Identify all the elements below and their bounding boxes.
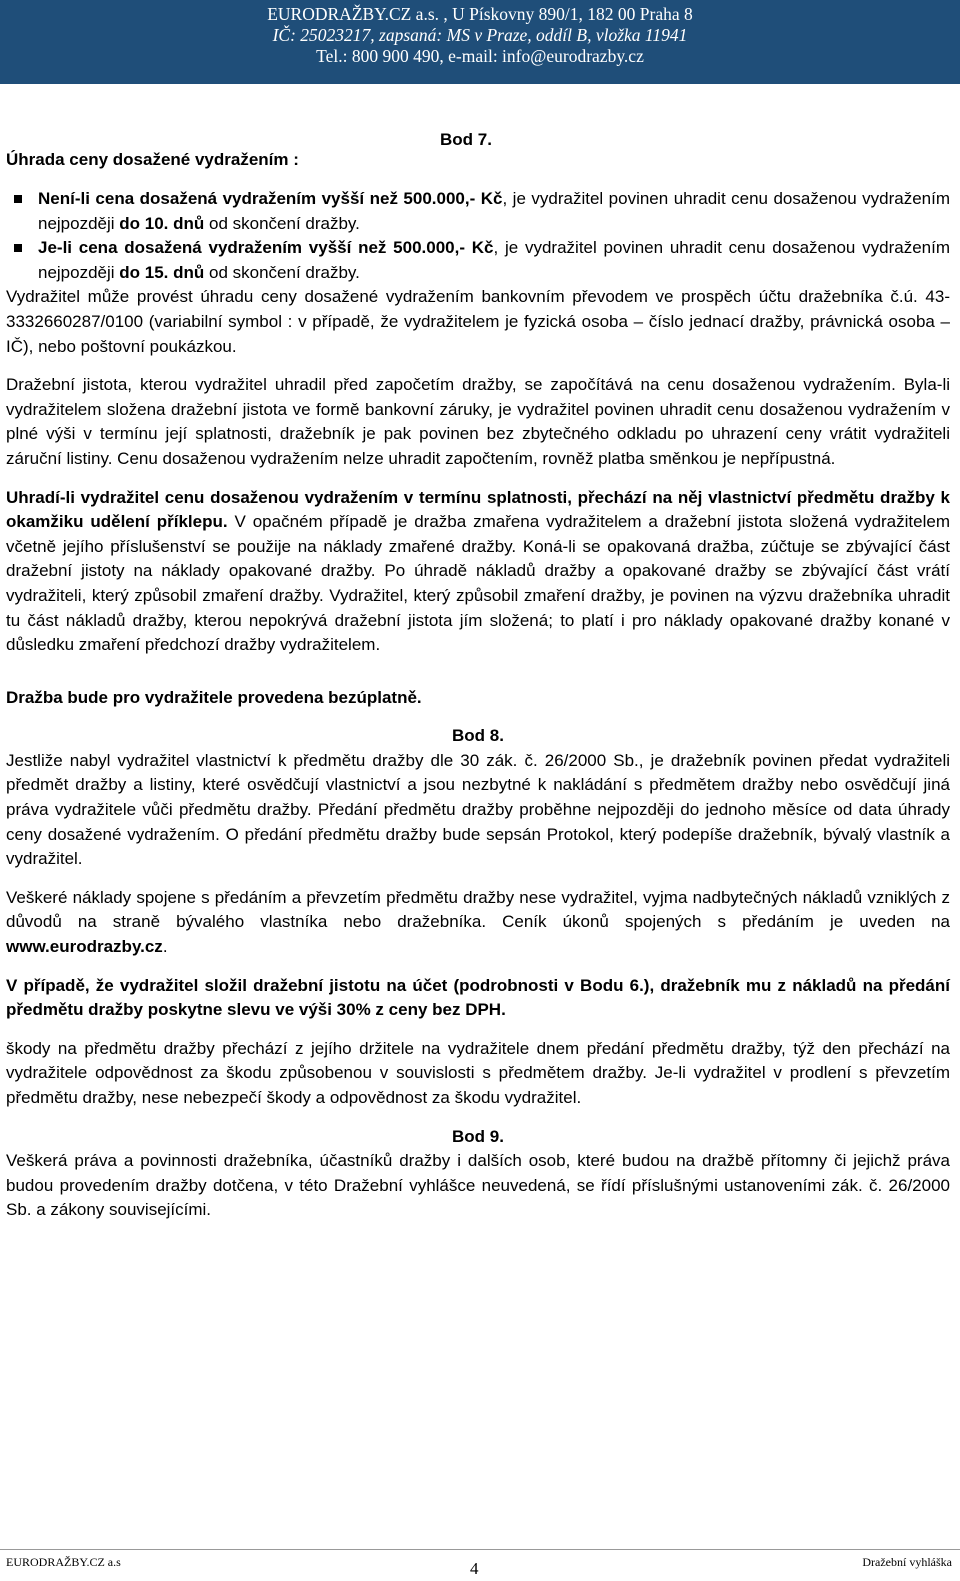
footer-company: EURODRAŽBY.CZ a.s (6, 1555, 121, 1569)
discount-text: V případě, že vydražitel složil dražební jistotu na účet (podrobnosti v Bodu 6.), dražebník mu z nákladů na předání předmětu dražby poskytne slevu ve výši 30% z ceny bez DPH. (6, 975, 950, 1020)
ownership-rest: V opačném případě je dražba zmařena vydražitelem a dražební jistota složená vydražitelem včetně jejího příslušenství se použije na náklady zmařené dražby. Koná-li se opakovaná dražba, zúčtuje se zbývající část dražební jistoty na náklady opakované dražby. Po úhradě nákladů dražby a opakované dražby se zbývající část vrátí vydražiteli, který způsobil zmaření dražby. Vydražitel, který způsobil zmaření dražby, je povinen na výzvu dražebníka uhradit tu část nákladů dražby, kterou nepokrývá dražební jistota jím složená; to platí i pro náklady opakované dražby konané v důsledku zmaření předchozí dražby vydražitelem. (6, 512, 950, 655)
paragraph-discount (6, 974, 950, 1023)
bod-7-heading: Bod 7. (440, 130, 492, 149)
letterhead-contact: Tel.: 800 900 490, e-mail: info@eurodrazby.cz (316, 46, 644, 66)
paragraph-costs (6, 886, 950, 960)
paragraph-rights: Veškerá práva a povinnosti dražebníka, účastníků dražby i dalších osob, které budou na dražbě přítomny či jejichž práva budou provedením dražby dotčena, v této Dražební vyhlášce neuvedená, se řídí příslušnými ustanoveními zák. č. 26/2000 Sb. a zákony souvisejícími. (6, 1151, 950, 1220)
list-item (6, 236, 950, 285)
website-link[interactable]: www.eurodrazby.cz (6, 937, 163, 957)
bullet-text-end: od skončení dražby. (204, 262, 360, 282)
bullet-text-end: od skončení dražby. (204, 213, 360, 233)
letterhead-address: EURODRAŽBY.CZ a.s. , U Pískovny 890/1, 182 00 Praha 8 (267, 4, 693, 24)
paragraph-handover: Jestliže nabyl vydražitel vlastnictví k předmětu dražby dle 30 zák. č. 26/2000 Sb., je dražebník povinen předat vydražiteli předmět dražby a listiny, které osvědčují vlastnictví a jsou nezbytné k nakládání s předmětem dražby nebo osvědčují jiná práva vydražitele vůči předmětu dražby. Předání předmětu dražby proběhne nejpozději do jednoho měsíce od data úhrady ceny dosažené vydražením. O předání předmětu dražby bude sepsán Protokol, který podepíše dražebník, bývalý vlastník a vydražitel. (6, 750, 950, 869)
square-bullet-icon (14, 195, 22, 203)
bullet-text-bold: Je-li cena dosažená vydražením vyšší než 500.000,- Kč (38, 238, 494, 258)
paragraph-bank-transfer: Vydražitel může provést úhradu ceny dosažené vydražením bankovním převodem ve prospěch účtu dražebníka č.ú. 43-3332660287/0100 (variabilní symbol : v případě, že vydražitelem je fyzická osoba – číslo jednací dražby, právnická osoba – IČ), nebo poštovní poukázkou. (6, 287, 950, 356)
free-of-charge-text: Dražba bude pro vydražitele provedena bezúplatně. (6, 687, 422, 707)
bod-9-heading: Bod 9. (452, 1126, 504, 1146)
paragraph-free-of-charge (6, 686, 950, 711)
bullet-deadline: do 15. dnů (119, 262, 205, 282)
payment-terms-list (6, 187, 950, 285)
page-number: 4 (470, 1559, 479, 1578)
bullet-text: , je vydražitel povinen uhradit cenu dosaženou vydražením nejpozději (38, 238, 950, 282)
bod-8-heading: Bod 8. (452, 726, 504, 746)
paragraph-damage: škody na předmětu dražby přechází z jejího držitele na vydražitele dnem předání předmětu dražby, týž den přechází na vydražitele odpovědnost za škodu způsobenou v souvislosti s předmětem dražby. Je-li vydražitel v prodlení s převzetím předmětu dražby, nese nebezpečí škody a odpovědnost za škodu vydražitel. (6, 1038, 950, 1107)
paragraph-deposit: Dražební jistota, kterou vydražitel uhradil před započetím dražby, se započítává na cenu dosaženou vydražením. Byla-li vydražitelem složena dražební jistota ve formě bankovní záruky, je vydražitel povinen uhradit cenu dosaženou vydražením v plné výši v termínu její splatnosti, dražebník je pak povinen bez zbytečného odkladu po uhrazení ceny vrátit vydražiteli záruční listiny. Cenu dosaženou vydražením nelze uhradit započtením, rovněž platba směnkou je nepřípustná. (6, 375, 950, 468)
letterhead-registration: IČ: 25023217, zapsaná: MS v Praze, oddíl B, vložka 11941 (272, 25, 688, 45)
page-footer (0, 1553, 960, 1581)
square-bullet-icon (14, 244, 22, 252)
paragraph-ownership (6, 486, 950, 658)
bullet-text: , je vydražitel povinen uhradit cenu dosaženou vydražením nejpozději (38, 189, 950, 233)
list-item (6, 187, 950, 236)
footer-divider (0, 1549, 960, 1550)
footer-document-title: Dražební vyhláška (862, 1555, 952, 1569)
document-body (6, 187, 950, 1223)
letterhead (0, 0, 960, 84)
bullet-text-bold: Není-li cena dosažená vydražením vyšší než 500.000,- Kč (38, 189, 503, 208)
bullet-deadline: do 10. dnů (119, 213, 205, 233)
ownership-bold: Uhradí-li vydražitel cenu dosaženou vydražením v termínu splatnosti, přechází na něj vlastnictví předmětu dražby k okamžiku udělení příklepu. (6, 487, 950, 532)
costs-end: . (162, 937, 168, 957)
section-title-payment: Úhrada ceny dosažené vydražením : (6, 150, 299, 169)
costs-text: Veškeré náklady spojene s předáním a převzetím předmětu dražby nese vydražitel, vyjma nadbytečných nákladů vzniklých z důvodů na straně bývalého vlastníka nebo dražebníka. Ceník úkonů spojených s předáním je uveden na (6, 887, 950, 932)
